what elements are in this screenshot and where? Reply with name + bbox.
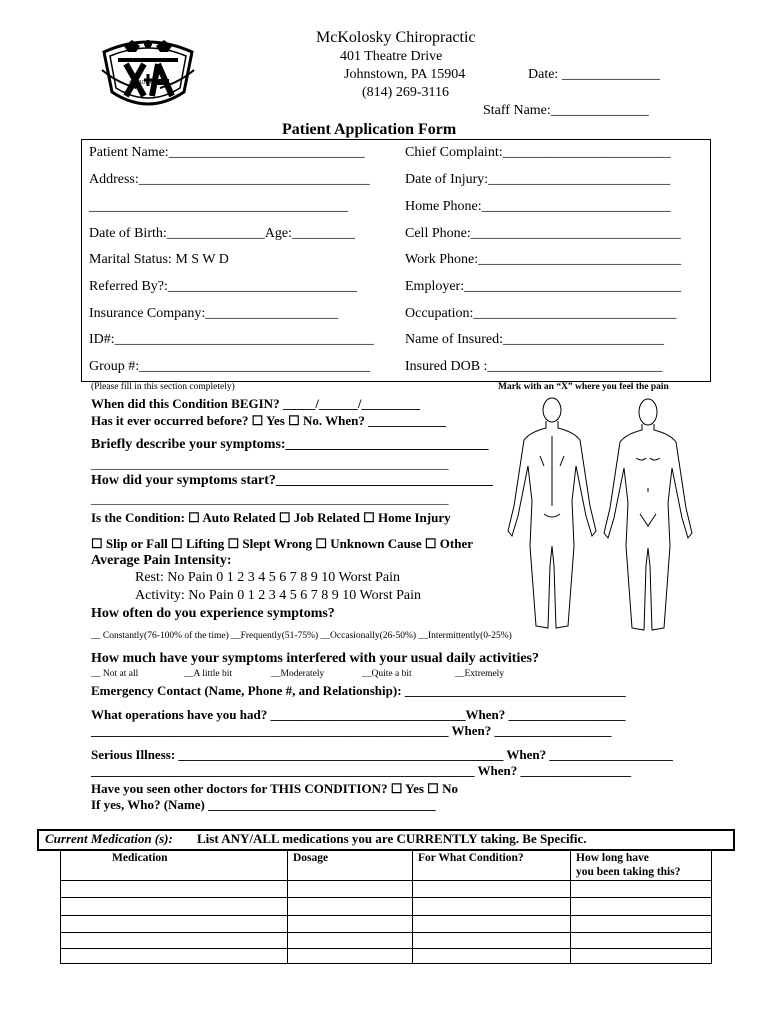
interference-option-extreme[interactable]: __Extremely — [455, 669, 505, 679]
chief-complaint-field[interactable]: Chief Complaint:________________________ — [405, 145, 671, 160]
employer-field[interactable]: Employer:_______________________________ — [405, 279, 682, 294]
id-field[interactable]: ID#:_____________________________________ — [89, 332, 374, 347]
medication-instruction: List ANY/ALL medications you are CURRENTLY taking. Be Specific. — [197, 831, 587, 846]
condition-begin-field[interactable]: When did this Condition BEGIN? _____/______/_________ — [91, 396, 421, 411]
describe-symptoms-field[interactable]: Briefly describe your symptoms:_____________________________ — [91, 437, 489, 452]
clinic-logo — [96, 34, 200, 112]
body-diagram[interactable] — [500, 396, 700, 636]
interference-option-little[interactable]: __A little bit — [184, 669, 233, 679]
dosage-column-header: Dosage — [293, 852, 329, 864]
symptoms-start-line[interactable]: _______________________________________________________ — [91, 491, 449, 506]
symptom-frequency-options[interactable]: __ Constantly(76-100% of the time) __Frequently(51-75%) __Occasionally(26-50%) __Intermittently(0-25%) — [91, 631, 512, 641]
patient-name-field[interactable]: Patient Name:____________________________ — [89, 145, 365, 160]
other-doctor-name-field[interactable]: If yes, Who? (Name) ___________________________________ — [91, 797, 436, 812]
serious-illness-field[interactable]: Serious Illness: __________________________________________________ When? ___________________ — [91, 747, 673, 762]
form-title: Patient Application Form — [282, 121, 457, 138]
interference-option-quite[interactable]: __Quite a bit — [362, 669, 412, 679]
group-field[interactable]: Group #:_________________________________ — [89, 359, 371, 374]
describe-symptoms-line[interactable]: _______________________________________________________ — [91, 456, 449, 471]
address-line2: Johnstown, PA 15904 — [344, 67, 466, 82]
section-note: (Please fill in this section completely) — [91, 382, 235, 392]
operations-field[interactable]: What operations have you had? ______________________________When? __________________ — [91, 707, 626, 722]
cell-phone-field[interactable]: Cell Phone:______________________________ — [405, 226, 681, 241]
symptom-frequency-title: How often do you experience symptoms? — [91, 606, 335, 621]
occupation-field[interactable]: Occupation:_____________________________ — [405, 306, 677, 321]
date-of-birth-field[interactable]: Date of Birth:______________Age:_________ — [89, 226, 355, 241]
emergency-contact-field[interactable]: Emergency Contact (Name, Phone #, and Relationship): __________________________________ — [91, 683, 626, 698]
symptoms-start-field[interactable]: How did your symptoms start?_______________________________ — [91, 473, 493, 488]
home-phone-field[interactable]: Home Phone:___________________________ — [405, 199, 671, 214]
pain-rest-scale[interactable]: Rest: No Pain 0 1 2 3 4 5 6 7 8 9 10 Worst Pain — [135, 570, 401, 585]
medication-label: Current Medication (s): — [45, 831, 173, 846]
condition-type-options[interactable]: Is the Condition: ☐ Auto Related ☐ Job Related ☐ Home Injury — [91, 510, 451, 525]
interference-option-moderate[interactable]: __Moderately — [271, 669, 325, 679]
date-field[interactable]: Date: ______________ — [528, 67, 660, 82]
cause-options[interactable]: ☐ Slip or Fall ☐ Lifting ☐ Slept Wrong ☐ Unknown Cause ☐ Other — [91, 536, 474, 551]
name-of-insured-field[interactable]: Name of Insured:_______________________ — [405, 332, 664, 347]
serious-illness-line[interactable]: ___________________________________________________________ When? _________________ — [91, 763, 631, 778]
date-of-injury-field[interactable]: Date of Injury:__________________________ — [405, 172, 671, 187]
pain-activity-scale[interactable]: Activity: No Pain 0 1 2 3 4 5 6 7 8 9 10 Worst Pain — [135, 588, 422, 603]
interference-option-none[interactable]: __ Not at all — [91, 669, 139, 679]
clinic-phone: (814) 269-3116 — [362, 85, 449, 100]
condition-column-header: For What Condition? — [418, 852, 524, 864]
interference-title: How much have your symptoms interfered with your usual daily activities? — [91, 651, 540, 666]
referred-by-field[interactable]: Referred By?:___________________________ — [89, 279, 357, 294]
other-doctors-field[interactable]: Have you seen other doctors for THIS CONDITION? ☐ Yes ☐ No — [91, 781, 458, 796]
svg-text:CHIROPRACTIC: CHIROPRACTIC — [129, 80, 167, 86]
address-field-line2[interactable]: _____________________________________ — [89, 199, 348, 214]
address-field[interactable]: Address:_________________________________ — [89, 172, 370, 187]
operations-line[interactable]: _______________________________________________________ When? __________________ — [91, 723, 612, 738]
address-line1: 401 Theatre Drive — [340, 49, 443, 64]
insurance-company-field[interactable]: Insurance Company:___________________ — [89, 306, 339, 321]
pain-mark-note: Mark with an “X” where you feel the pain — [498, 382, 669, 392]
duration-column-header: How long have — [576, 852, 649, 864]
medication-column-header: Medication — [112, 852, 168, 864]
insured-dob-field[interactable]: Insured DOB :_________________________ — [405, 359, 663, 374]
pain-intensity-title: Average Pain Intensity: — [91, 553, 232, 568]
marital-status-field[interactable]: Marital Status: M S W D — [89, 252, 229, 267]
duration-column-header-line2: you been taking this? — [576, 866, 681, 878]
clinic-name: McKolosky Chiropractic — [316, 29, 476, 46]
staff-name-field[interactable]: Staff Name:______________ — [483, 103, 649, 118]
work-phone-field[interactable]: Work Phone:_____________________________ — [405, 252, 682, 267]
occurred-before-field[interactable]: Has it ever occurred before? ☐ Yes ☐ No. When? ____________ — [91, 413, 447, 428]
